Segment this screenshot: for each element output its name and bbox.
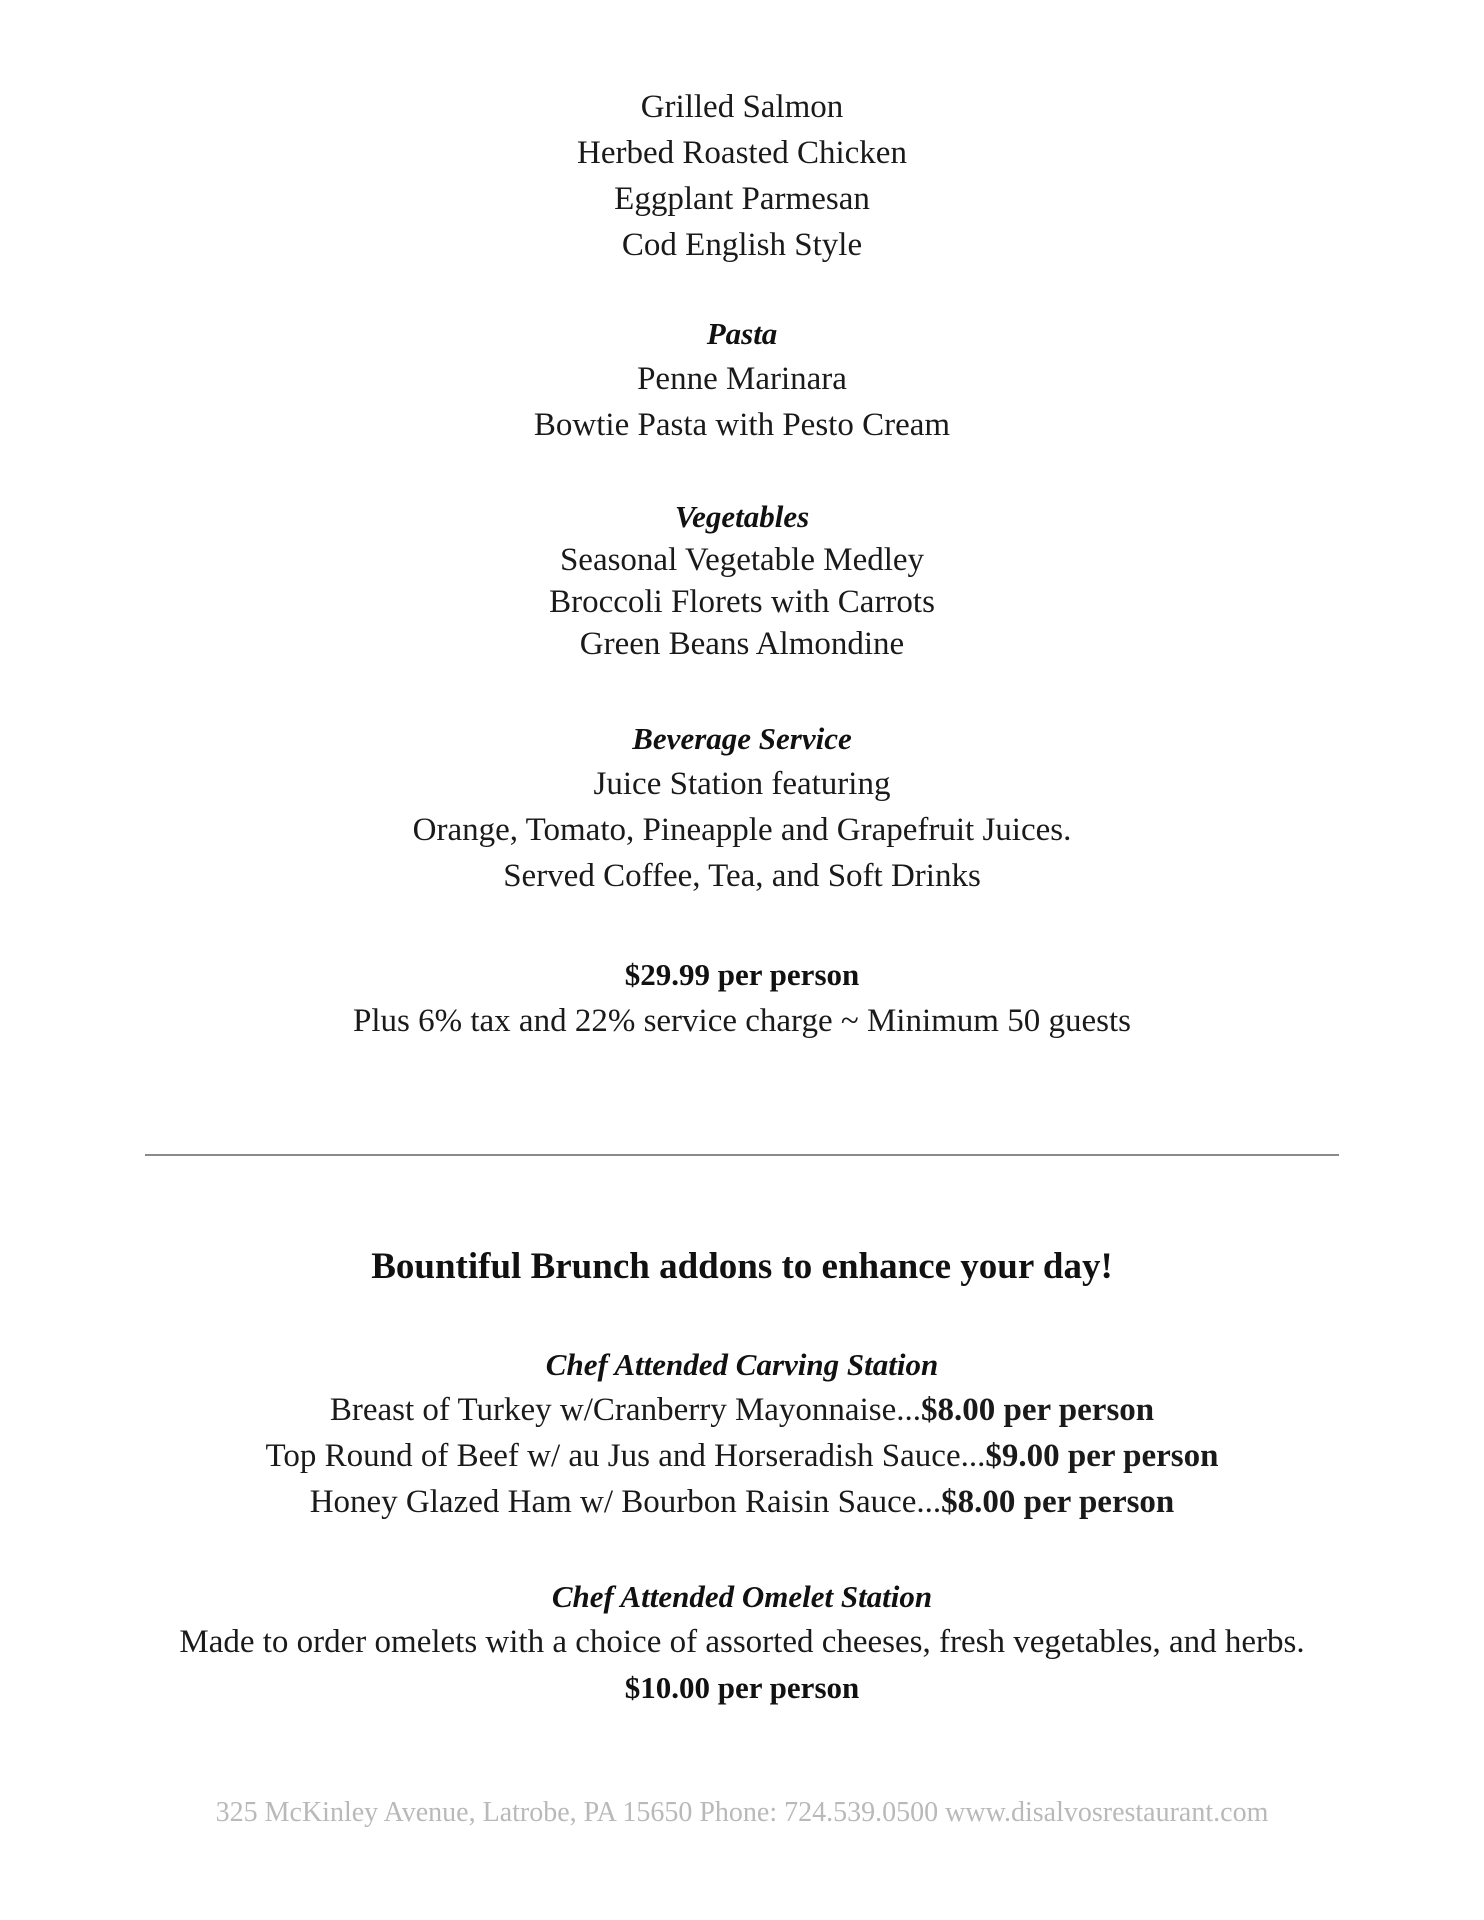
omelet-description: Made to order omelets with a choice of assorted cheeses, fresh vegetables, and herbs. [179, 1624, 1305, 1660]
footer-contact: 325 McKinley Avenue, Latrobe, PA 15650 Phone: 724.539.0500 www.disalvosrestaurant.com [215, 1797, 1269, 1828]
vegetable-item: Green Beans Almondine [579, 626, 905, 662]
package-price: $29.99 per person [624, 957, 860, 992]
entree-item: Grilled Salmon [640, 89, 844, 125]
omelet-price: $10.00 per person [624, 1670, 860, 1705]
carving-item-name: Top Round of Beef w/ au Jus and Horseradish Sauce... [265, 1438, 986, 1474]
carving-item-name: Breast of Turkey w/Cranberry Mayonnaise... [329, 1392, 921, 1428]
carving-section [0, 1343, 1484, 1525]
pasta-heading: Pasta [706, 316, 778, 351]
entree-item: Cod English Style [621, 227, 863, 263]
beverage-item: Orange, Tomato, Pineapple and Grapefruit Juices. [412, 812, 1072, 848]
addons-title: Bountiful Brunch addons to enhance your day! [371, 1246, 1113, 1287]
omelet-heading: Chef Attended Omelet Station [551, 1579, 933, 1614]
beverage-section [0, 717, 1484, 899]
carving-item-price: $8.00 per person [921, 1392, 1155, 1428]
entrees-section [0, 84, 1484, 268]
addons-title-block [0, 1242, 1484, 1292]
pasta-item: Penne Marinara [637, 361, 847, 397]
beverage-heading: Beverage Service [632, 721, 852, 756]
vegetables-heading: Vegetables [674, 499, 810, 534]
carving-item-price: $8.00 per person [941, 1484, 1175, 1520]
entree-item: Eggplant Parmesan [614, 181, 870, 217]
section-divider [145, 1154, 1339, 1156]
carving-item [0, 1433, 1484, 1479]
vegetable-item: Broccoli Florets with Carrots [549, 584, 935, 620]
beverage-item: Served Coffee, Tea, and Soft Drinks [503, 858, 981, 894]
carving-item [0, 1479, 1484, 1525]
beverage-item: Juice Station featuring [593, 766, 891, 802]
omelet-section [0, 1575, 1484, 1711]
vegetable-item: Seasonal Vegetable Medley [559, 542, 925, 578]
pasta-section [0, 312, 1484, 448]
pricing-terms: Plus 6% tax and 22% service charge ~ Minimum 50 guests [353, 1003, 1131, 1039]
pricing-section [0, 952, 1484, 1044]
carving-item-name: Honey Glazed Ham w/ Bourbon Raisin Sauce... [309, 1484, 942, 1520]
carving-item [0, 1387, 1484, 1433]
pasta-item: Bowtie Pasta with Pesto Cream [533, 407, 951, 443]
entree-item: Herbed Roasted Chicken [577, 135, 907, 171]
carving-heading: Chef Attended Carving Station [545, 1347, 939, 1382]
vegetables-section [0, 495, 1484, 665]
carving-item-price: $9.00 per person [985, 1438, 1219, 1474]
